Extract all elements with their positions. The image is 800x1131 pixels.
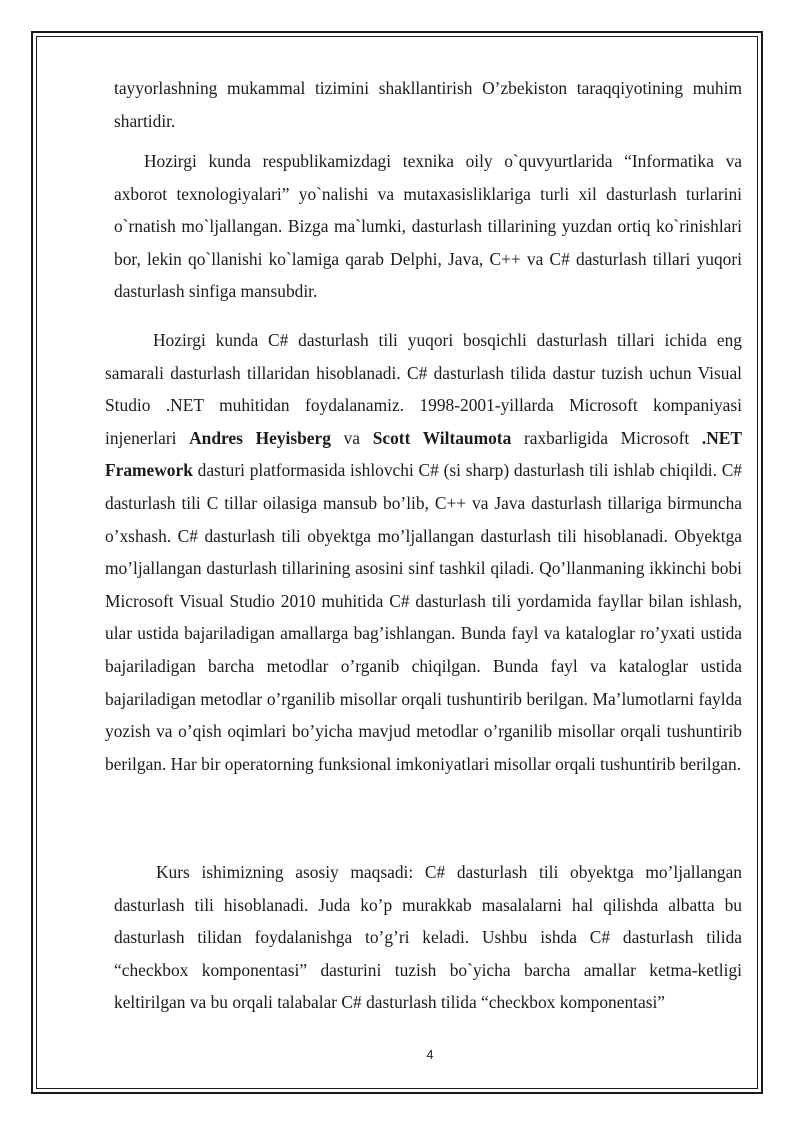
paragraph-1: tayyorlashning mukammal tizimini shakllantirish O’zbekiston taraqqiyotining muhim shartidir. (114, 78, 742, 131)
bold-name-wiltaumota: Scott Wiltaumota (372, 427, 512, 448)
paragraph-3-text-d: dasturi platformasida ishlovchi C# (si sharp) dasturlash tili ishlab chiqildi. C# dasturlash tili C tillar oilasiga mansub bo’lib, C++ va Java dasturlash tillariga birmuncha o’xshash. C# dasturlash tili obyektga mo’ljallangan dasturlash tili hisoblanadi. Obyektga mo’ljallangan dasturlash tillarining asosini sinf tashkil qiladi. Qo’llanmaning ikkinchi bobi Microsoft Visual Studio 2010 muhitida C# dasturlash tili yordamida fayllar bilan ishlash, ular ustida bajariladigan amallarga bag’ishlangan. Bunda fayl va kataloglar ro’yxati ustida bajariladigan barcha metodlar o’rganib chiqilgan. Bunda fayl va kataloglar ustida bajariladigan metodlar o’rganilib misollar orqali tushuntirib berilgan. Ma’lumotlarni faylda yozish va o’qish oqimlari bo’yicha mavjud metodlar o’rganilib misollar orqali tushuntirib berilgan. Har bir operatorning funksional imkoniyatlari misollar orqali tushuntirib berilgan. (105, 460, 742, 774)
page-number: 4 (426, 1048, 434, 1062)
paragraph-3-text-a: Hozirgi kunda C# dasturlash tili yuqori bosqichli dasturlash tillari ichida eng samarali dasturlash tillaridan hisoblanadi. C# dasturlash tilida dastur tuzish uchun Visual Studio .NET muhitidan foydalanamiz. 1998-2001-yillarda Microsoft kompaniyasi injenerlari (105, 330, 742, 448)
paragraph-3-text-c: raxbarligida Microsoft (511, 427, 702, 448)
paragraph-2: Hozirgi kunda respublikamizdagi texnika oily o`quvyurtlarida “Informatika va axborot texnologiyalari” yo`nalishi va mutaxasisliklariga turli xil dasturlash turlarini o`rnatish mo`ljallangan. Bizga ma`lumki, dasturlash tillarining yuzdan ortiq ko`rinishlari bor, lekin qo`llanishi ko`lamiga qarab Delphi, Java, C++ va C# dasturlash tillari yuqori dasturlash sinfiga mansubdir. (114, 151, 742, 302)
paragraph-3 (105, 324, 742, 780)
paragraph-4: Kurs ishimizning asosiy maqsadi: C# dasturlash tili obyektga mo’ljallangan dasturlash tili hisoblanadi. Juda ko’p murakkab masalalarni hal qilishda albatta bu dasturlash tilidan foydalanishga to’g’ri keladi. Ushbu ishda C# dasturlash tilida “checkbox komponentasi” dasturini tuzish bo`yicha barcha amallar ketma-ketligi keltirilgan va bu orqali talabalar C# dasturlash tilida “checkbox komponentasi” (114, 862, 742, 1013)
bold-net-framework: .NET Framework (105, 427, 742, 481)
paragraph-3-text-b: va (330, 427, 373, 448)
bold-name-heyisberg: Andres Heyisberg (189, 427, 331, 448)
